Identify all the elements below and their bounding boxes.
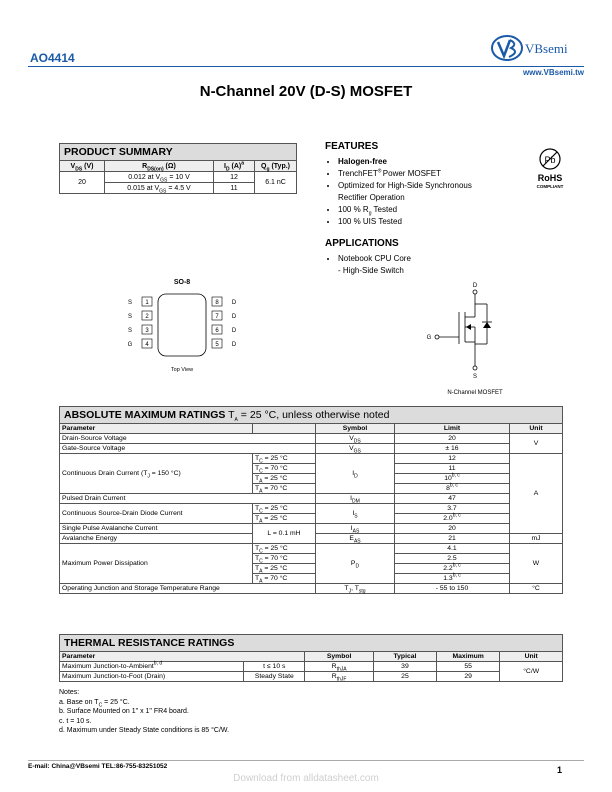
- svg-text:D: D: [231, 314, 237, 320]
- header-rule: [28, 66, 584, 67]
- svg-text:D: D: [231, 342, 237, 348]
- symbol-caption: N-Channel MOSFET: [447, 390, 503, 396]
- svg-text:COMPLIANT: COMPLIANT: [536, 184, 564, 189]
- abs-max-heading: ABSOLUTE MAXIMUM RATINGS $T_A = 25$ °C, unless otherwise noted: [59, 406, 563, 423]
- feature-item: • Optimized for High-Side Synchronous Rectifier Operation: [338, 180, 525, 204]
- svg-text:1: 1: [145, 300, 149, 306]
- svg-text:S: S: [127, 300, 133, 306]
- svg-text:4: 4: [145, 342, 149, 348]
- thermal-heading: THERMAL RESISTANCE RATINGS: [59, 634, 563, 651]
- watermark: Download from alldatasheet.com: [233, 773, 379, 784]
- rohs-badge: [530, 145, 570, 195]
- svg-text:S: S: [127, 314, 133, 320]
- svg-text:8: 8: [215, 300, 219, 306]
- website-link[interactable]: www.VBsemi.tw: [522, 68, 584, 77]
- vds-value: 20: [60, 172, 105, 194]
- svg-text:G: G: [426, 335, 432, 341]
- svg-text:D: D: [231, 300, 237, 306]
- thermal-resistance-table: THERMAL RESISTANCE RATINGS Parameter Symbol Typical Maximum Unit Maximum Junction-to-Ambient$^{b, d}$ t ≤ 10 s $R_{thJA}$ 39 55 °C/W Maximum Junction-to-Foot (Drain) Steady State $R_{thJF}$ 25 29: [59, 634, 563, 682]
- footer-rule: [28, 760, 584, 761]
- svg-text:2: 2: [145, 314, 149, 320]
- feature-item: • TrenchFET® Power MOSFET: [338, 168, 525, 180]
- svg-text:D: D: [472, 283, 478, 289]
- feature-item: • 100 % UIS Tested: [338, 216, 525, 228]
- page-number: 1: [557, 765, 563, 775]
- applications-heading: APPLICATIONS: [325, 238, 399, 249]
- so8-package-diagram: [120, 278, 250, 378]
- svg-text:G: G: [127, 342, 133, 348]
- brand-name: VBsemi: [525, 41, 568, 56]
- left-pin: [128, 297, 152, 348]
- right-pin: [212, 297, 237, 348]
- svg-text:RoHS: RoHS: [537, 173, 563, 183]
- notes: Notes: a. Base on $T_C = 25$ °C. b. Surface Mounted on 1" x 1" FR4 board. c. t = 10 s. d. Maximum under Steady State conditions is 85 °C/W.: [59, 689, 230, 734]
- package-name: SO-8: [173, 279, 191, 286]
- svg-text:7: 7: [215, 314, 219, 320]
- svg-text:3: 3: [145, 328, 149, 334]
- svg-text:5: 5: [215, 342, 219, 348]
- product-summary-table: PRODUCT SUMMARY $V_{DS}$ (V) $R_{DS(on)}$ (Ω) $I_D$ $(A)^a$ $Q_g$ (Typ.) 20 0.012 at $V_{GS} = 10$ V 12 6.1 nC 0.015 at $V_{GS} = 4.5$ V 11: [59, 143, 297, 194]
- product-summary-heading: PRODUCT SUMMARY: [59, 143, 297, 160]
- svg-text:D: D: [231, 328, 237, 334]
- mosfet-symbol: [425, 282, 535, 397]
- vbsemi-logo: [490, 32, 590, 64]
- feature-item: • Halogen-free: [338, 156, 525, 168]
- document-title: N-Channel 20V (D-S) MOSFET: [199, 83, 413, 100]
- qg-value: 6.1 nC: [255, 172, 297, 194]
- part-number: AO4414: [30, 51, 75, 65]
- feature-item: • 100 % $R_g$ Tested: [338, 204, 525, 216]
- features-heading: FEATURES: [325, 141, 379, 152]
- top-view-label: Top View: [170, 367, 194, 373]
- svg-text:Pb: Pb: [544, 155, 556, 165]
- footer-contact: E-mail: China@VBsemi TEL:86-755-83251052: [28, 763, 168, 770]
- svg-text:6: 6: [215, 328, 219, 334]
- svg-text:S: S: [127, 328, 133, 334]
- svg-text:S: S: [472, 374, 478, 380]
- application-item: • Notebook CPU Core - High-Side Switch: [338, 253, 525, 277]
- absolute-max-ratings-table: ABSOLUTE MAXIMUM RATINGS $T_A = 25$ °C, unless otherwise noted Parameter Symbol Limit Unit Drain-Source Voltage $V_{DS}$ 20 V Gate-Source Voltage $V_{GS}$ ± 16 Continuous Drain Current ($T_J = 150$ °C) $T_C = 25$ °C $I_D$ 12 A $T_C = 70$ °C 11 $T_A = 25$ °C 10$^{b, c}$ $T_A = 70$ °C 8$^{b, c}$ Pulsed Drain Current $I_{DM}$ 47 Continuous Source-Drain Diode Current $T_C = 25$ °C $I_S$ 3.7 $T_A = 25$ °C 2.0$^{b, c}$ Single Pulse Avalanche Current L = 0.1 mH $I_{AS}$ 20 Avalanche Energy $E_{AS}$ 21 mJ Maximum Power Dissipation $T_C = 25$ °C $P_D$ 4.1 W $T_C = 70$ °C 2.5 $T_A = 25$ °C 2.2$^{b, c}$ $T_A = 70$ °C 1.3$^{b, c}$ Operating Junction and Storage Temperature Range $T_J$, $T_{stg}$ - 55 to 150 °C: [59, 406, 563, 594]
- features-section: [325, 141, 525, 277]
